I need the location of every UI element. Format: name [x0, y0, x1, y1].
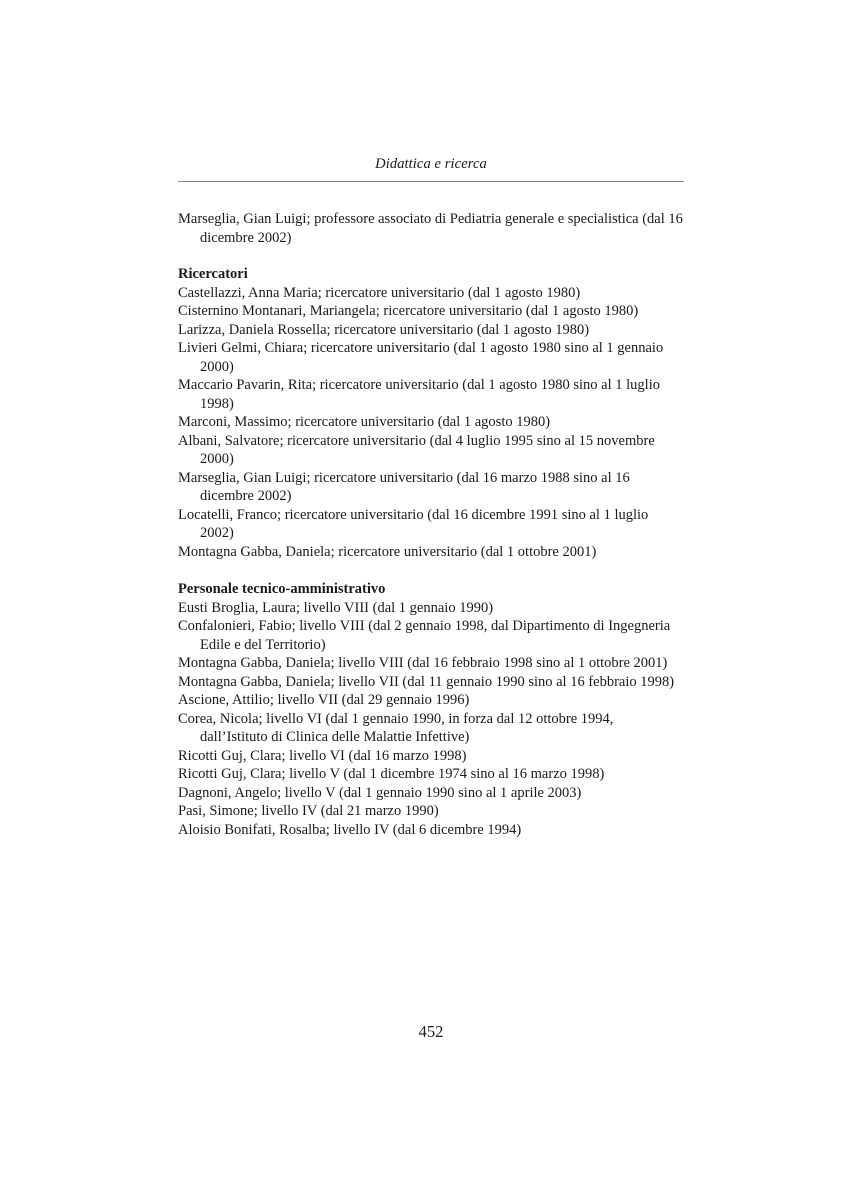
list-item: Confalonieri, Fabio; livello VIII (dal 2 gennaio 1998, dal Dipartimento di Ingegneria Edile e del Territorio)	[178, 618, 671, 653]
list-item: Castellazzi, Anna Maria; ricercatore universitario (dal 1 agosto 1980)	[178, 284, 581, 301]
list-item: Pasi, Simone; livello IV (dal 21 marzo 1990)	[178, 803, 439, 819]
section-personale-tecnico-amministrativo	[178, 580, 684, 839]
list-item: Ricotti Guj, Clara; livello VI (dal 16 marzo 1998)	[178, 747, 467, 764]
list-item: Albani, Salvatore; ricercatore universitario (dal 4 luglio 1995 sino al 15 novembre 2000)	[178, 432, 655, 467]
page-body	[178, 210, 684, 858]
list-item: Marseglia, Gian Luigi; professore associato di Pediatria generale e specialistica (dal 16 dicembre 2002)	[178, 211, 683, 246]
list-item: Aloisio Bonifati, Rosalba; livello IV (dal 6 dicembre 1994)	[178, 821, 522, 838]
page-number: 452	[418, 1022, 444, 1041]
list-item: Dagnoni, Angelo; livello V (dal 1 gennaio 1990 sino al 1 aprile 2003)	[178, 784, 582, 801]
header-rule	[178, 181, 684, 182]
list-item: Maccario Pavarin, Rita; ricercatore universitario (dal 1 agosto 1980 sino al 1 luglio 1998)	[178, 377, 660, 412]
list-item: Marconi, Massimo; ricercatore universitario (dal 1 agosto 1980)	[178, 414, 551, 430]
intro-block	[178, 210, 684, 247]
list-item: Livieri Gelmi, Chiara; ricercatore universitario (dal 1 agosto 1980 sino al 1 gennaio 2000)	[178, 340, 664, 375]
section-heading: Ricercatori	[178, 266, 248, 282]
list-item: Larizza, Daniela Rossella; ricercatore universitario (dal 1 agosto 1980)	[178, 321, 590, 338]
list-item: Ricotti Guj, Clara; livello V (dal 1 dicembre 1974 sino al 16 marzo 1998)	[178, 766, 605, 782]
list-item: Eusti Broglia, Laura; livello VIII (dal 1 gennaio 1990)	[178, 599, 494, 616]
list-item: Ascione, Attilio; livello VII (dal 29 gennaio 1996)	[178, 692, 470, 708]
list-item: Montagna Gabba, Daniela; ricercatore universitario (dal 1 ottobre 2001)	[178, 543, 597, 560]
section-heading: Personale tecnico-amministrativo	[178, 581, 386, 597]
list-item: Marseglia, Gian Luigi; ricercatore universitario (dal 16 marzo 1988 sino al 16 dicembre 2002)	[178, 469, 630, 504]
running-header: Didattica e ricerca	[375, 156, 487, 172]
list-item: Corea, Nicola; livello VI (dal 1 gennaio 1990, in forza dal 12 ottobre 1994, dall’Istituto di Clinica delle Malattie Infettive)	[178, 710, 614, 745]
list-item: Montagna Gabba, Daniela; livello VIII (dal 16 febbraio 1998 sino al 1 ottobre 2001)	[178, 655, 668, 671]
section-ricercatori	[178, 265, 684, 561]
list-item: Montagna Gabba, Daniela; livello VII (dal 11 gennaio 1990 sino al 16 febbraio 1998)	[178, 673, 675, 690]
list-item: Cisternino Montanari, Mariangela; ricercatore universitario (dal 1 agosto 1980)	[178, 303, 639, 319]
list-item: Locatelli, Franco; ricercatore universitario (dal 16 dicembre 1991 sino al 1 luglio 2002)	[178, 506, 649, 541]
